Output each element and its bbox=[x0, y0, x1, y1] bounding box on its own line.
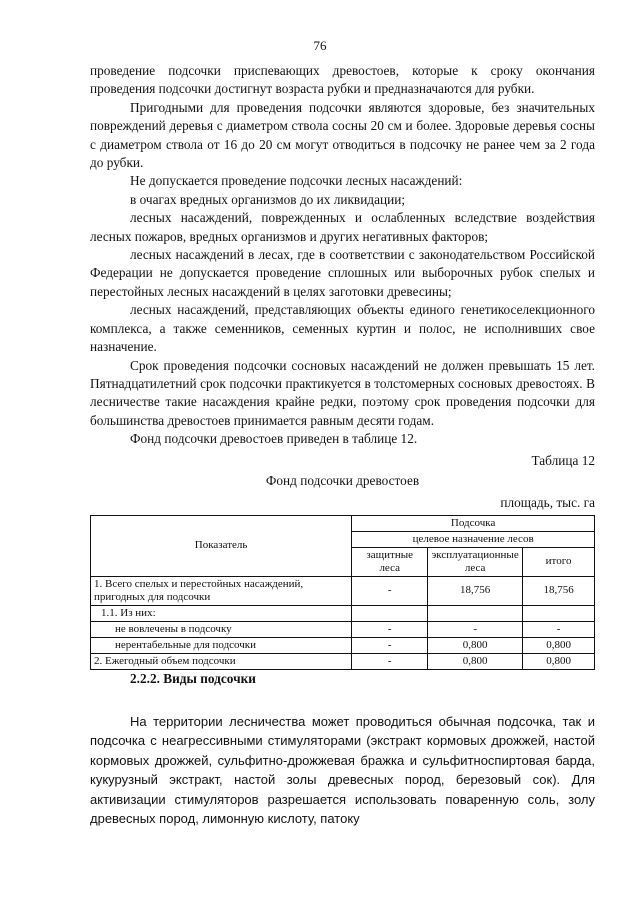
paragraph: проведение подсочки приспевающих древостоев, которые к сроку окончания проведения подсочки достигнут возраста рубки и предназначаются для рубки. bbox=[90, 63, 595, 97]
header-subgroup: целевое назначение лесов bbox=[352, 531, 595, 547]
header-protective: защитные леса bbox=[352, 547, 428, 576]
cell bbox=[428, 605, 523, 621]
paragraph: На территории лесничества может проводиться обычная подсочка, так и подсочка с неагрессивными стимуляторами (экстракт кормовых дрожжей, настой кормовых дрожжей, сульфитно-дрожжевая бражка и сульфитноспиртовая барда, кукурузный экстракт, настой золы древесных пород, березовый сок). Для активизации стимуляторов разрешается использовать поваренную соль, золу древесных пород, лимонную кислоту, патоку bbox=[90, 713, 595, 827]
spacer bbox=[90, 688, 595, 712]
cell bbox=[523, 605, 595, 621]
table-header-row bbox=[91, 515, 595, 531]
header-group: Подсочка bbox=[352, 515, 595, 531]
page-number: 76 bbox=[313, 38, 327, 53]
list-item: лесных насаждений в лесах, где в соответствии с законодательством Российской Федерации не допускается проведение сплошных или выборочных рубок спелых и перестойных лесных насаждений в целях заготовки древесины; bbox=[90, 247, 595, 299]
row-label: 1.1. Из них: bbox=[91, 605, 352, 621]
section-heading: 2.2.2. Виды подсочки bbox=[130, 670, 256, 686]
header-exploitation: эксплуатационные леса bbox=[428, 547, 523, 576]
table-row bbox=[91, 605, 595, 621]
row-label: не вовлечены в подсочку bbox=[91, 621, 352, 637]
cell: 0,800 bbox=[523, 653, 595, 669]
paragraph: Фонд подсочки древостоев приведен в таблице 12. bbox=[130, 431, 418, 447]
cell: - bbox=[352, 653, 428, 669]
cell: 0,800 bbox=[428, 637, 523, 653]
row-label: 2. Ежегодный объем подсочки bbox=[91, 653, 352, 669]
row-label: нерентабельные для подсочки bbox=[91, 637, 352, 653]
list-item: лесных насаждений, представляющих объекты единого генетикоселекционного комплекса, а также семенников, семенных куртин и полос, не исполнивших свое назначение. bbox=[90, 302, 595, 355]
table-row bbox=[91, 576, 595, 605]
cell bbox=[352, 605, 428, 621]
cell: - bbox=[428, 621, 523, 637]
table-row bbox=[91, 653, 595, 669]
section-body bbox=[90, 712, 595, 829]
table-units: площадь, тыс. га bbox=[500, 495, 595, 511]
page-body bbox=[90, 62, 595, 829]
cell: 18,756 bbox=[523, 576, 595, 605]
paragraph: Не допускается проведение подсочки лесных насаждений: bbox=[130, 173, 463, 189]
cell: 0,800 bbox=[428, 653, 523, 669]
table-row bbox=[91, 637, 595, 653]
table-title: Фонд подсочки древостоев bbox=[265, 472, 420, 488]
table-label: Таблица 12 bbox=[531, 452, 595, 468]
cell: - bbox=[523, 621, 595, 637]
subtapping-fund-table bbox=[90, 515, 595, 670]
cell: - bbox=[352, 637, 428, 653]
table-row bbox=[91, 621, 595, 637]
list-item: в очагах вредных организмов до их ликвидации; bbox=[130, 191, 406, 207]
paragraph: Срок проведения подсочки сосновых насаждений не должен превышать 15 лет. Пятнадцатилетний срок подсочки практикуется в толстомерных сосновых древостоях. В лесничестве такие насаждения крайне редки, поэтому срок проведения подсочки для большинства древостоев принимается равным десяти годам. bbox=[90, 357, 595, 428]
cell: 0,800 bbox=[523, 637, 595, 653]
cell: - bbox=[352, 621, 428, 637]
cell: 18,756 bbox=[428, 576, 523, 605]
list-item: лесных насаждений, поврежденных и ослабленных вследствие воздействия лесных пожаров, вредных организмов и других негативных факторов; bbox=[90, 210, 595, 244]
row-label: 1. Всего спелых и перестойных насаждений, пригодных для подсочки bbox=[91, 576, 352, 605]
header-total: итого bbox=[523, 547, 595, 576]
header-indicator: Показатель bbox=[91, 515, 352, 576]
cell: - bbox=[352, 576, 428, 605]
paragraph: Пригодными для проведения подсочки являются здоровые, без значительных повреждений деревья с диаметром ствола сосны 20 см и более. Здоровые деревья сосны с диаметром ствола от 16 до 20 см могут отводиться в подсочку не ранее чем за 2 года до рубки. bbox=[90, 99, 595, 171]
